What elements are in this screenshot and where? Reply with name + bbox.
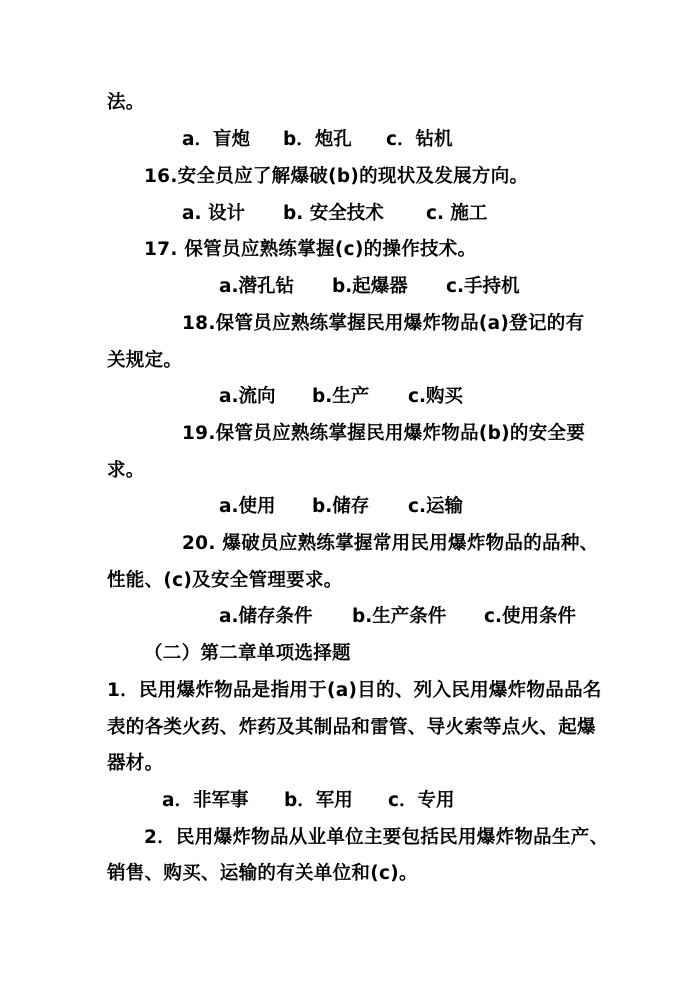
question-18: 18.保管员应熟练掌握民用爆炸物品(a)登记的有 [182, 313, 585, 334]
option-b: b．军用 [284, 790, 353, 811]
option-b: b.储存 [312, 496, 370, 517]
chapter2-question-2: 2．民用爆炸物品从业单位主要包括民用爆炸物品生产、 [144, 827, 609, 848]
option-c: c.运输 [408, 496, 463, 517]
option-b: b.生产 [312, 386, 370, 407]
option-c: c.使用条件 [484, 606, 576, 627]
text-line: 关规定。 [107, 350, 183, 371]
question-20: 20. 爆破员应熟练掌握常用民用爆炸物品的品种、 [182, 533, 599, 554]
option-c: c.手持机 [446, 276, 520, 297]
option-a: a.流向 [219, 386, 276, 407]
option-a: a. 设计 [182, 203, 245, 224]
text-line: 表的各类火药、炸药及其制品和雷管、导火索等点火、起爆 [107, 717, 596, 738]
text-line: 器材。 [107, 753, 164, 774]
text-line: 性能、(c)及安全管理要求。 [107, 570, 343, 591]
option-a: a.储存条件 [219, 606, 313, 627]
option-c: c. 施工 [426, 203, 488, 224]
option-c: c．钻机 [386, 129, 453, 150]
option-a: a.使用 [219, 496, 276, 517]
section-heading: （二）第二章单项选择题 [144, 643, 351, 664]
option-b: b.生产条件 [352, 606, 447, 627]
option-c: c.购买 [408, 386, 463, 407]
question-19: 19.保管员应熟练掌握民用爆炸物品(b)的安全要 [182, 423, 586, 444]
chapter2-question-1: 1．民用爆炸物品是指用于(a)目的、列入民用爆炸物品品名 [107, 680, 602, 701]
question-17: 17. 保管员应熟练掌握(c)的操作技术。 [144, 239, 477, 260]
option-c: c．专用 [388, 790, 455, 811]
text-line: 求。 [107, 460, 145, 481]
option-b: b．炮孔 [283, 129, 352, 150]
option-b: b.起爆器 [332, 276, 408, 297]
text-line: 销售、购买、运输的有关单位和(c)。 [107, 863, 418, 884]
text-line: 法。 [107, 92, 145, 113]
option-b: b. 安全技术 [283, 203, 384, 224]
question-16: 16.安全员应了解爆破(b)的现状及发展方向。 [144, 166, 529, 187]
option-a: a．盲炮 [182, 129, 250, 150]
option-a: a.潜孔钻 [219, 276, 295, 297]
option-a: a．非军事 [162, 790, 249, 811]
